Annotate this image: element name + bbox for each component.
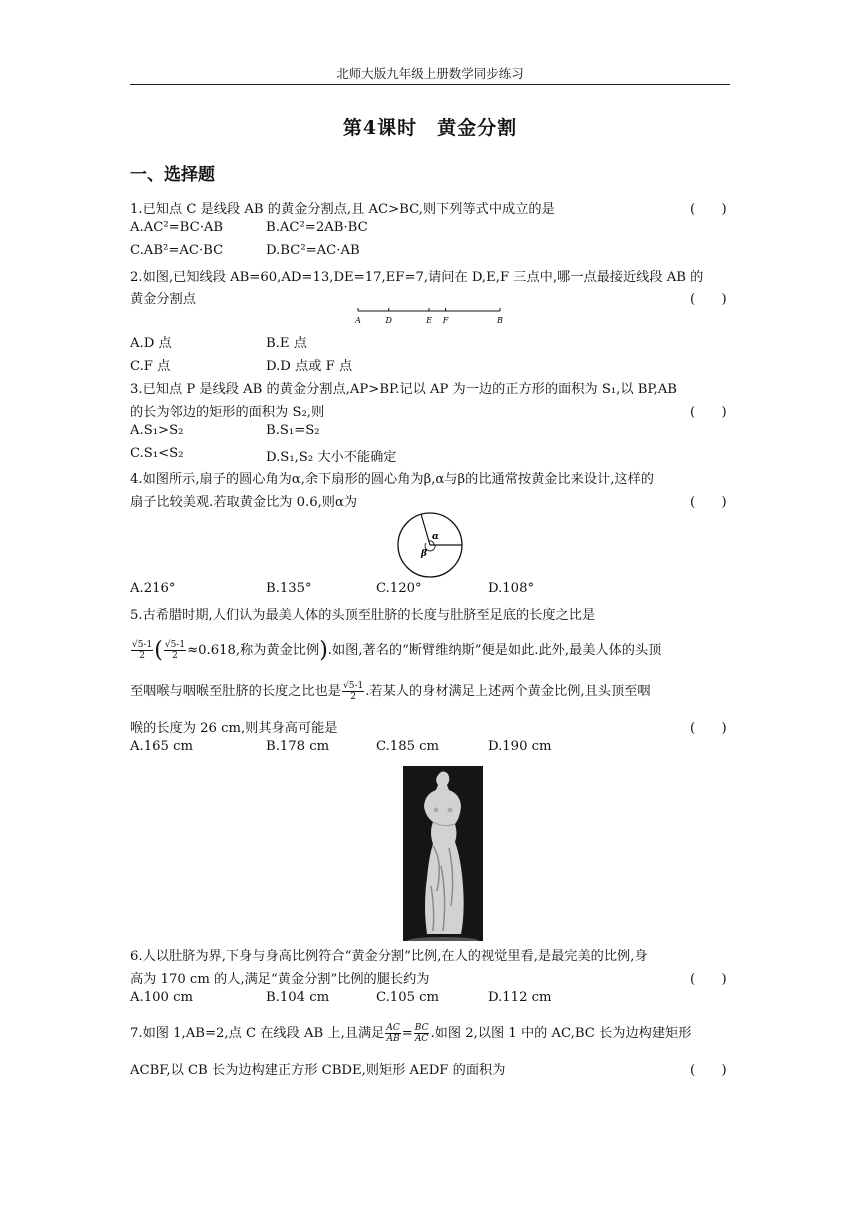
- q5-stem-line1: 5.古希腊时期,人们认为最美人体的头顶至肚脐的长度与肚脐至足底的长度之比是: [130, 608, 596, 623]
- point-label-B: B: [497, 316, 503, 325]
- q7-fraction-bc-ac: [414, 1023, 430, 1044]
- q7-stem-line1-a: 7.如图 1,AB=2,点 C 在线段 AB 上,且满足: [130, 1026, 385, 1041]
- q5-ratio-fraction-3: [342, 681, 364, 702]
- q5-answer-paren: ( ): [690, 721, 727, 736]
- q2-option-c: C.F 点: [130, 359, 171, 374]
- q5-ratio-fraction: [131, 640, 153, 661]
- q5-option-d: D.190 cm: [488, 739, 552, 754]
- fraction-denominator: 2: [172, 651, 178, 661]
- point-label-A: A: [355, 316, 361, 325]
- q5-stem-line4: 喉的长度为 26 cm,则其身高可能是: [130, 721, 338, 736]
- q7-stem-line2: ACBF,以 CB 长为边构建正方形 CBDE,则矩形 AEDF 的面积为: [130, 1063, 506, 1078]
- q1-option-d: D.BC²=AC·AB: [266, 243, 360, 258]
- q2-option-a: A.D 点: [130, 336, 172, 351]
- beta-label: β: [421, 549, 427, 559]
- q2-option-b: B.E 点: [266, 336, 307, 351]
- close-paren: ): [319, 638, 328, 663]
- fan-radius-2: [421, 514, 430, 545]
- q1-answer-paren: ( ): [690, 202, 727, 217]
- q3-answer-paren: ( ): [690, 405, 727, 420]
- fraction-denominator: AB: [386, 1034, 400, 1044]
- header-rule: [130, 84, 730, 85]
- q4-option-a: A.216°: [130, 581, 176, 596]
- q5-approx-text: ≈0.618,称为黄金比例: [187, 643, 320, 658]
- q7-stem-line1: [130, 1022, 691, 1044]
- point-label-D: D: [385, 316, 392, 325]
- fraction-numerator: √5-1: [343, 681, 364, 691]
- q5-option-a: A.165 cm: [130, 739, 193, 754]
- point-label-F: F: [442, 316, 449, 325]
- q4-answer-paren: ( ): [690, 495, 727, 510]
- fraction-denominator: AC: [414, 1034, 429, 1044]
- q4-stem-line1: 4.如图所示,扇子的圆心角为α,余下扇形的圆心角为β,α与β的比通常按黄金比来设计,这样的: [130, 472, 654, 487]
- fraction-numerator: √5-1: [132, 640, 153, 650]
- fraction-denominator: 2: [350, 692, 356, 702]
- q3-stem-line1: 3.已知点 P 是线段 AB 的黄金分割点,AP>BP.记以 AP 为一边的正方形的面积为 S₁,以 BP,AB: [130, 382, 678, 397]
- q1-option-a: A.AC²=BC·AB: [130, 220, 224, 235]
- q7-answer-paren: ( ): [690, 1063, 727, 1078]
- q4-fan-figure: [395, 510, 465, 580]
- q6-answer-paren: ( ): [690, 972, 727, 987]
- q5-stem-line2-rest: .如图,著名的“断臂维纳斯”便是如此.此外,最美人体的头顶: [327, 643, 662, 658]
- q7-fraction-ac-ab: [385, 1023, 400, 1044]
- alpha-label: α: [432, 532, 439, 542]
- q2-option-d: D.D 点或 F 点: [266, 359, 353, 374]
- q1-option-c: C.AB²=AC·BC: [130, 243, 224, 258]
- q5-option-b: B.178 cm: [266, 739, 330, 754]
- q3-option-a: A.S₁>S₂: [130, 423, 184, 438]
- q4-option-c: C.120°: [376, 581, 422, 596]
- q2-answer-paren: ( ): [690, 292, 727, 307]
- q7-stem-line1-b: .如图 2,以图 1 中的 AC,BC 长为边构建矩形: [430, 1026, 692, 1041]
- q7-equals-sign: =: [401, 1026, 413, 1041]
- point-label-E: E: [426, 316, 432, 325]
- fraction-numerator: BC: [414, 1023, 429, 1033]
- q5-option-c: C.185 cm: [376, 739, 440, 754]
- q2-stem-line1: 2.如图,已知线段 AB=60,AD=13,DE=17,EF=7,请问在 D,E,F 三点中,哪一点最接近线段 AB 的: [130, 270, 704, 285]
- q3-option-d: D.S₁,S₂ 大小不能确定: [266, 450, 397, 465]
- q4-option-b: B.135°: [266, 581, 312, 596]
- q4-option-d: D.108°: [488, 581, 535, 596]
- q5-stem-line3-b: .若某人的身材满足上述两个黄金比例,且头顶至咽: [365, 684, 651, 699]
- page-title: 第4课时 黄金分割: [342, 117, 518, 139]
- q1-stem: 1.已知点 C 是线段 AB 的黄金分割点,且 AC>BC,则下列等式中成立的是: [130, 202, 555, 217]
- q6-stem-line2: 高为 170 cm 的人,满足“黄金分割”比例的腿长约为: [130, 972, 430, 987]
- q3-option-b: B.S₁=S₂: [266, 423, 320, 438]
- q3-stem-line2: 的长为邻边的矩形的面积为 S₂,则: [130, 405, 325, 420]
- q2-segment-figure: [350, 305, 510, 327]
- q5-stem-line3-a: 至咽喉与咽喉至肚脐的长度之比也是: [130, 684, 341, 699]
- q6-option-b: B.104 cm: [266, 990, 330, 1005]
- q4-stem-line2: 扇子比较美观.若取黄金比为 0.6,则α为: [130, 495, 358, 510]
- q5-stem-line2: [130, 638, 661, 663]
- q3-option-c: C.S₁<S₂: [130, 446, 184, 461]
- page-header: 北师大版九年级上册数学同步练习: [336, 66, 524, 81]
- open-paren: (: [154, 638, 163, 663]
- section-heading: 一、选择题: [130, 165, 215, 185]
- fraction-numerator: AC: [386, 1023, 400, 1033]
- fraction-numerator: √5-1: [164, 640, 186, 650]
- q6-option-c: C.105 cm: [376, 990, 440, 1005]
- q1-option-b: B.AC²=2AB·BC: [266, 220, 368, 235]
- q5-stem-line3: [130, 680, 651, 702]
- q2-stem-line2: 黄金分割点: [130, 292, 196, 307]
- q6-stem-line1: 6.人以肚脐为界,下身与身高比例符合“黄金分割”比例,在人的视觉里看,是最完美的比例,身: [130, 949, 648, 964]
- venus-de-milo-image: [403, 766, 483, 941]
- q6-option-a: A.100 cm: [130, 990, 193, 1005]
- q5-ratio-fraction-2: [164, 640, 186, 661]
- q6-option-d: D.112 cm: [488, 990, 552, 1005]
- fraction-denominator: 2: [139, 651, 145, 661]
